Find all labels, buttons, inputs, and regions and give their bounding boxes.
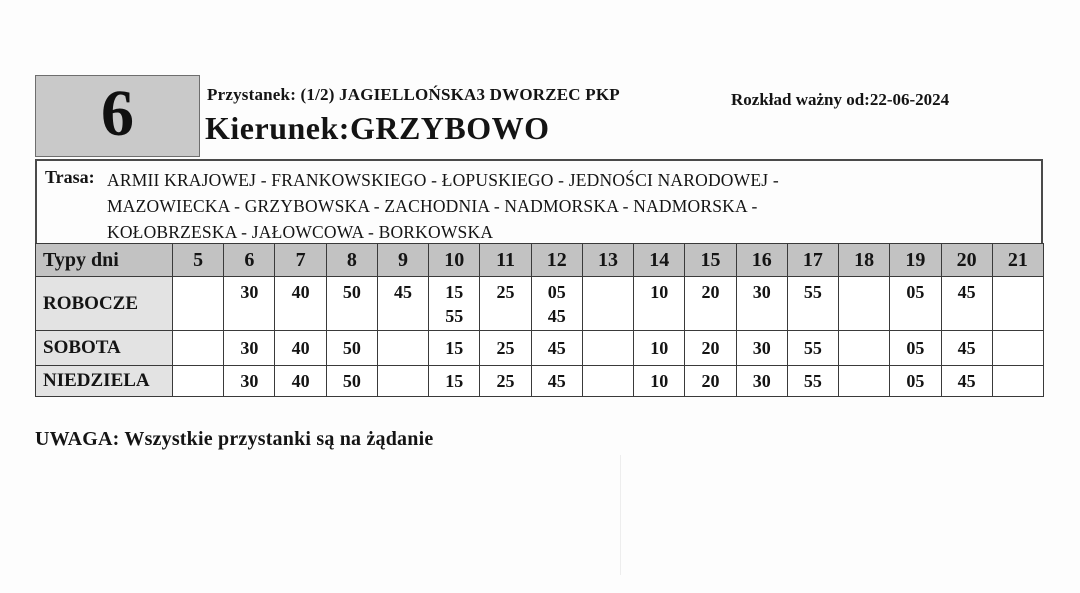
time-value: 40 (291, 371, 310, 391)
time-cell (480, 277, 531, 331)
time-cell (685, 366, 736, 397)
time-value: 20 (701, 282, 720, 302)
time-cell (839, 331, 890, 366)
day-label-cell: ROBOCZE (36, 277, 173, 331)
time-cell (685, 331, 736, 366)
time-cell (224, 277, 275, 331)
time-cell (326, 277, 377, 331)
time-cell (173, 331, 224, 366)
time-value: 10 (650, 371, 669, 391)
time-cell (224, 331, 275, 366)
timetable (35, 243, 1044, 397)
time-value: 20 (701, 371, 720, 391)
hour-header-cell: 21 (992, 244, 1043, 277)
hour-header-cell: 13 (582, 244, 633, 277)
time-value: 55 (803, 338, 822, 358)
time-value: 30 (240, 338, 259, 358)
time-cell (582, 366, 633, 397)
route-line: ARMII KRAJOWEJ - FRANKOWSKIEGO - ŁOPUSKIEGO - JEDNOŚCI NARODOWEJ - (107, 170, 779, 190)
time-value: 55 (803, 282, 822, 302)
hour-header-cell: 6 (224, 244, 275, 277)
time-cell (480, 366, 531, 397)
time-value: 45 (547, 306, 566, 326)
time-value: 05 (906, 338, 925, 358)
time-value: 45 (547, 338, 566, 358)
time-cell (736, 366, 787, 397)
time-cell (582, 331, 633, 366)
hour-header-cell: 18 (839, 244, 890, 277)
route-line: KOŁOBRZESKA - JAŁOWCOWA - BORKOWSKA (107, 222, 494, 242)
time-value: 30 (752, 338, 771, 358)
time-cell (992, 277, 1043, 331)
time-value: 05 (547, 282, 566, 302)
time-value: 50 (342, 282, 361, 302)
scan-fold-line (620, 455, 621, 575)
time-cell (890, 331, 941, 366)
day-row (36, 277, 1044, 331)
time-value: 50 (342, 371, 361, 391)
direction-label: Kierunek:GRZYBOWO (205, 110, 550, 146)
time-value: 45 (957, 371, 976, 391)
time-cell (941, 277, 992, 331)
time-cell (582, 277, 633, 331)
hour-header-cell: 12 (531, 244, 582, 277)
day-type-header-cell: Typy dni (36, 244, 173, 277)
time-value: 25 (496, 282, 515, 302)
time-value: 40 (291, 338, 310, 358)
stop-label: Przystanek: (1/2) JAGIELLOŃSKA3 DWORZEC PKP (207, 85, 620, 104)
time-value: 45 (394, 282, 413, 302)
hour-header-cell: 19 (890, 244, 941, 277)
hour-header-cell: 11 (480, 244, 531, 277)
time-cell (531, 277, 582, 331)
time-value: 40 (291, 282, 310, 302)
time-cell (377, 366, 428, 397)
day-label-cell: NIEDZIELA (36, 366, 173, 397)
time-value: 05 (906, 282, 925, 302)
time-cell (787, 331, 838, 366)
route-lines (107, 167, 1035, 245)
time-cell (377, 277, 428, 331)
time-value: 05 (906, 371, 925, 391)
time-cell (685, 277, 736, 331)
time-cell (634, 366, 685, 397)
time-cell (326, 331, 377, 366)
time-value: 30 (752, 371, 771, 391)
time-value: 15 (445, 282, 464, 302)
route-box (35, 159, 1043, 243)
time-cell (173, 366, 224, 397)
time-cell (941, 366, 992, 397)
time-value: 45 (957, 338, 976, 358)
time-value: 45 (547, 371, 566, 391)
time-cell (736, 277, 787, 331)
time-cell (275, 331, 326, 366)
day-row (36, 366, 1044, 397)
time-value: 55 (803, 371, 822, 391)
line-number: 6 (101, 77, 134, 150)
hour-header-cell: 14 (634, 244, 685, 277)
time-cell (787, 277, 838, 331)
hour-header-cell: 16 (736, 244, 787, 277)
day-row (36, 331, 1044, 366)
time-cell (480, 331, 531, 366)
time-value: 20 (701, 338, 720, 358)
time-cell (992, 366, 1043, 397)
time-cell (429, 277, 480, 331)
time-cell (326, 366, 377, 397)
hour-header-cell: 5 (173, 244, 224, 277)
hour-header-row (36, 244, 1044, 277)
time-value: 15 (445, 338, 464, 358)
hour-header-cell: 20 (941, 244, 992, 277)
time-value: 10 (650, 338, 669, 358)
time-cell (839, 366, 890, 397)
time-value: 30 (240, 371, 259, 391)
time-cell (224, 366, 275, 397)
hour-header-cell: 10 (429, 244, 480, 277)
time-cell (890, 366, 941, 397)
day-label-cell: SOBOTA (36, 331, 173, 366)
route-label: Trasa: (45, 167, 95, 187)
hour-header-cell: 17 (787, 244, 838, 277)
route-line: MAZOWIECKA - GRZYBOWSKA - ZACHODNIA - NADMORSKA - NADMORSKA - (107, 196, 758, 216)
line-number-box (35, 75, 200, 157)
time-value: 30 (752, 282, 771, 302)
time-cell (634, 277, 685, 331)
time-cell (429, 331, 480, 366)
time-cell (377, 331, 428, 366)
time-value: 25 (496, 371, 515, 391)
time-cell (275, 277, 326, 331)
time-cell (173, 277, 224, 331)
time-value: 15 (445, 371, 464, 391)
note: UWAGA: Wszystkie przystanki są na żądanie (35, 428, 434, 450)
time-value: 25 (496, 338, 515, 358)
time-cell (787, 366, 838, 397)
hour-header-cell: 15 (685, 244, 736, 277)
time-cell (531, 366, 582, 397)
time-cell (531, 331, 582, 366)
time-cell (736, 331, 787, 366)
hour-header-cell: 7 (275, 244, 326, 277)
time-value: 50 (342, 338, 361, 358)
time-value: 55 (445, 306, 464, 326)
time-value: 45 (957, 282, 976, 302)
time-cell (839, 277, 890, 331)
hour-header-cell: 8 (326, 244, 377, 277)
time-value: 10 (650, 282, 669, 302)
time-value: 30 (240, 282, 259, 302)
time-cell (941, 331, 992, 366)
time-cell (634, 331, 685, 366)
time-cell (275, 366, 326, 397)
time-cell (992, 331, 1043, 366)
hour-header-cell: 9 (377, 244, 428, 277)
valid-from-label: Rozkład ważny od:22-06-2024 (731, 90, 950, 109)
time-cell (429, 366, 480, 397)
time-cell (890, 277, 941, 331)
